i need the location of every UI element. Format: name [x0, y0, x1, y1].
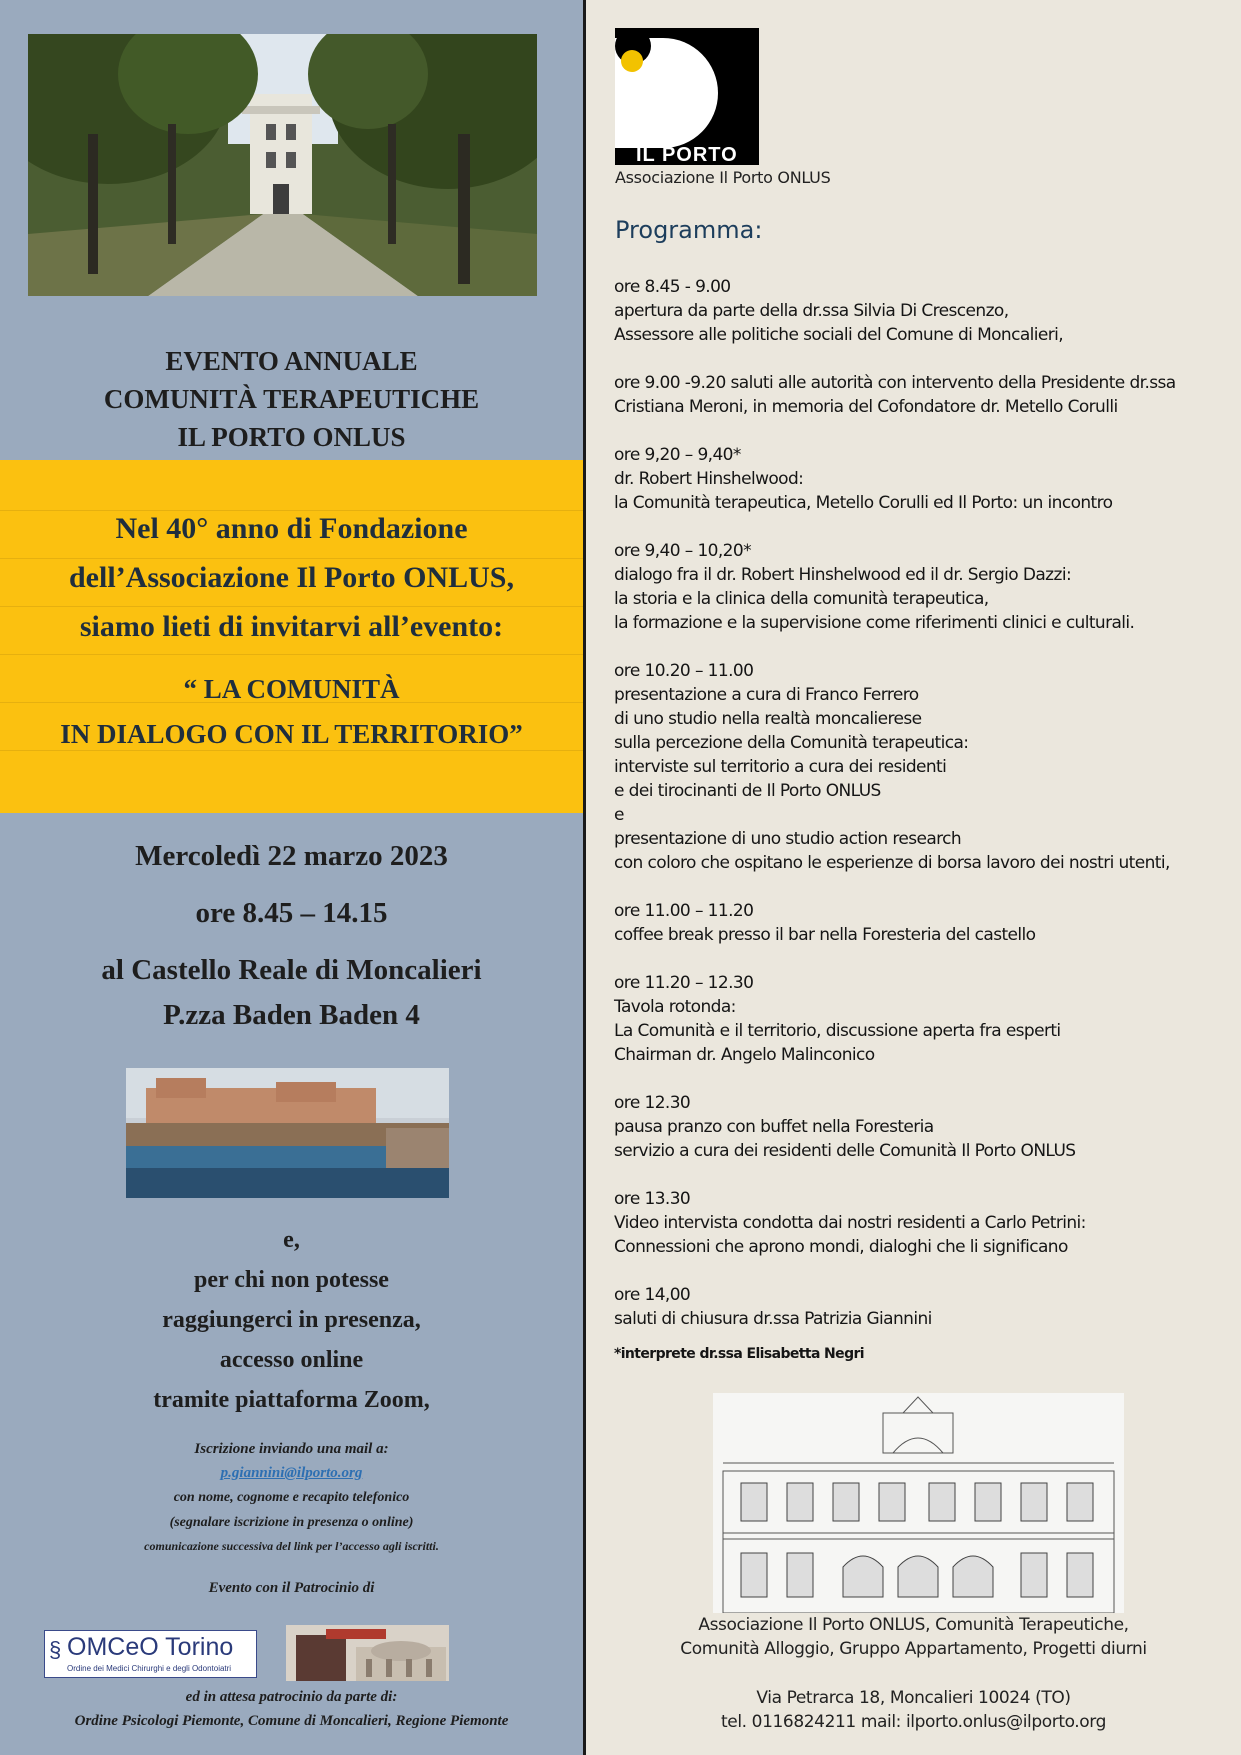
- interpreter-note: *interprete dr.ssa Elisabetta Negri: [614, 1346, 864, 1362]
- registration-link-note: comunicazione successiva del link per l’accesso agli iscritti.: [144, 1539, 439, 1553]
- programme-line: di uno studio nella realtà moncalierese: [614, 709, 922, 729]
- footer-association-line: Comunità Alloggio, Gruppo Appartamento, Progetti diurni: [680, 1639, 1147, 1659]
- programme-line: presentazione di uno studio action research: [614, 829, 962, 849]
- programme-line: Cristiana Meroni, in memoria del Cofondatore dr. Metello Corulli: [614, 397, 1118, 417]
- programme-line: interviste sul territorio a cura dei residenti: [614, 757, 947, 777]
- registration-email-link[interactable]: p.giannini@ilporto.org: [220, 1465, 363, 1481]
- title-line: IL PORTO ONLUS: [177, 422, 406, 452]
- programme-line: dialogo fra il dr. Robert Hinshelwood ed il dr. Sergio Dazzi:: [614, 565, 1072, 585]
- programme-time: ore 13.30: [614, 1189, 691, 1209]
- programme-time: ore 11.00 – 11.20: [614, 901, 754, 921]
- programme-line: dr. Robert Hinshelwood:: [614, 469, 804, 489]
- foresteria-sketch: [713, 1393, 1124, 1613]
- invite-line: dell’Associazione Il Porto ONLUS,: [69, 561, 514, 594]
- pending-patronage-intro: ed in attesa patrocinio da parte di:: [185, 1689, 398, 1705]
- programme-item: [614, 443, 1234, 515]
- programme-time: ore 9,40 – 10,20*: [614, 541, 752, 561]
- programme-line: con coloro che ospitano le esperienze di borsa lavoro dei nostri utenti,: [614, 853, 1170, 873]
- online-access-block: [0, 1220, 583, 1420]
- il-porto-logo: [615, 28, 759, 165]
- footer-address: Via Petrarca 18, Moncalieri 10024 (TO): [756, 1688, 1071, 1708]
- event-title-block: [0, 342, 583, 456]
- programme-item: [614, 275, 1234, 347]
- patronage-label: Evento con il Patrocinio di: [208, 1580, 375, 1596]
- programme-item: [614, 539, 1234, 635]
- programme-line: la storia e la clinica della comunità terapeutica,: [614, 589, 989, 609]
- programme-line: coffee break presso il bar nella Foresteria del castello: [614, 925, 1036, 945]
- event-venue: al Castello Reale di Moncalieri: [101, 954, 482, 986]
- programme-line: La Comunità e il territorio, discussione aperta fra esperti: [614, 1021, 1061, 1041]
- online-line: raggiungerci in presenza,: [162, 1307, 421, 1333]
- yellow-dot-icon: [621, 50, 643, 72]
- programme-time: ore 9,20 – 9,40*: [614, 445, 741, 465]
- programme-time: ore 10.20 – 11.00: [614, 661, 754, 681]
- registration-details: con nome, cognome e recapito telefonico: [173, 1490, 410, 1505]
- event-name-line: “ LA COMUNITÀ: [183, 674, 400, 704]
- programme-line: e dei tirocinanti de Il Porto ONLUS: [614, 781, 881, 801]
- programme-heading: Programma:: [615, 216, 763, 244]
- castle-painting: [126, 1068, 449, 1198]
- programme-time: ore 12.30: [614, 1093, 691, 1113]
- pending-patronage-list: Ordine Psicologi Piemonte, Comune di Moncalieri, Regione Piemonte: [74, 1713, 509, 1729]
- title-line: EVENTO ANNUALE: [165, 346, 418, 376]
- programme-line: apertura da parte della dr.ssa Silvia Di Crescenzo,: [614, 301, 1009, 321]
- programme-line: sulla percezione della Comunità terapeutica:: [614, 733, 969, 753]
- event-time: ore 8.45 – 14.15: [195, 897, 388, 929]
- invite-line: Nel 40° anno di Fondazione: [115, 512, 468, 545]
- event-date: Mercoledì 22 marzo 2023: [135, 840, 448, 872]
- villa-avenue-photo: [28, 34, 537, 296]
- invite-line: siamo lieti di invitarvi all’evento:: [79, 610, 504, 643]
- programme-line: Assessore alle politiche sociali del Comune di Moncalieri,: [614, 325, 1064, 345]
- caduceus-icon: §: [49, 1637, 62, 1662]
- programme-item: [614, 371, 1234, 419]
- programme-line: Chairman dr. Angelo Malinconico: [614, 1045, 875, 1065]
- programme-item: [614, 899, 1234, 947]
- online-line: e,: [283, 1227, 300, 1253]
- footer-association-line: Associazione Il Porto ONLUS, Comunità Terapeutiche,: [698, 1615, 1129, 1635]
- omceo-logo-subtitle: Ordine dei Medici Chirurghi e degli Odontoiatri: [67, 1664, 232, 1673]
- registration-intro: Iscrizione inviando una mail a:: [194, 1441, 389, 1457]
- programme-line: presentazione a cura di Franco Ferrero: [614, 685, 919, 705]
- programme-line: saluti di chiusura dr.ssa Patrizia Giannini: [614, 1309, 932, 1329]
- logo-text: IL PORTO: [636, 144, 738, 165]
- programme-time: ore 14,00: [614, 1285, 691, 1305]
- programme-line: Tavola rotonda:: [614, 997, 736, 1017]
- programme-line: Video intervista condotta dai nostri residenti a Carlo Petrini:: [614, 1213, 1086, 1233]
- programme-item: [614, 1187, 1234, 1259]
- programme-item: [614, 659, 1234, 875]
- online-line: accesso online: [219, 1347, 364, 1373]
- programme-line: la formazione e la supervisione come riferimenti clinici e culturali.: [614, 613, 1135, 633]
- programme-line: e: [614, 805, 624, 825]
- programme-time: ore 8.45 - 9.00: [614, 277, 731, 297]
- programme-item: [614, 1283, 1234, 1331]
- registration-note: (segnalare iscrizione in presenza o online): [169, 1515, 414, 1530]
- programme-line: pausa pranzo con buffet nella Foresteria: [614, 1117, 934, 1137]
- online-line: tramite piattaforma Zoom,: [153, 1387, 430, 1413]
- programme-list: [614, 275, 1234, 1355]
- programme-line: Connessioni che aprono mondi, dialoghi che li significano: [614, 1237, 1068, 1257]
- programme-time: ore 9.00 -9.20 saluti alle autorità con intervento della Presidente dr.ssa: [614, 373, 1176, 393]
- online-line: per chi non potesse: [194, 1267, 389, 1293]
- event-name-line: IN DIALOGO CON IL TERRITORIO”: [60, 719, 523, 749]
- patron-building-logo: [286, 1625, 449, 1681]
- programme-item: [614, 1091, 1234, 1163]
- event-address: P.zza Baden Baden 4: [163, 999, 420, 1031]
- title-line: COMUNITÀ TERAPEUTICHE: [103, 384, 480, 414]
- registration-email-wrap: [0, 1465, 583, 1482]
- programme-item: [614, 971, 1234, 1067]
- footer-contact: tel. 0116824211 mail: ilporto.onlus@ilporto.org: [721, 1712, 1106, 1732]
- programme-line: servizio a cura dei residenti delle Comunità Il Porto ONLUS: [614, 1141, 1076, 1161]
- programme-line: la Comunità terapeutica, Metello Corulli ed Il Porto: un incontro: [614, 493, 1113, 513]
- omceo-torino-logo: [44, 1630, 257, 1678]
- programme-time: ore 11.20 – 12.30: [614, 973, 754, 993]
- omceo-logo-name: OMCeO Torino: [67, 1633, 234, 1661]
- association-name: Associazione Il Porto ONLUS: [615, 168, 831, 187]
